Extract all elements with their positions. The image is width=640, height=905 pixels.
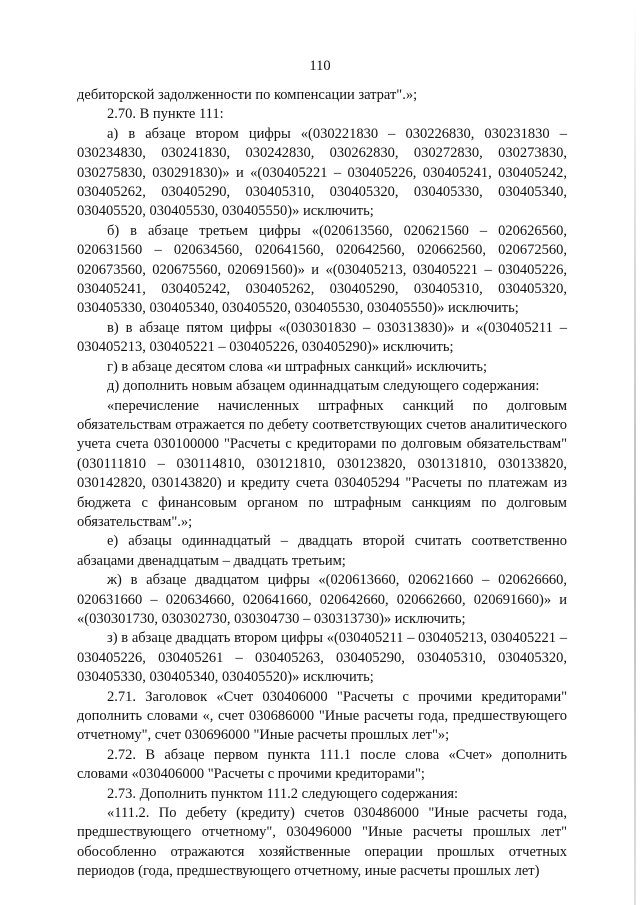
page-number: 110 [309,58,331,74]
paragraph-item-zh: ж) в абзаце двадцатом цифры «(020613660, 020621660 – 020626660, 020631660 – 020634660, 020641660, 020642660, 020662660, 020691660)» и «(030301730, 030302730, 030304730 – 030313730)» исключить; [77,572,567,627]
document-body [77,86,567,882]
paragraph-continuation: дебиторской задолженности по компенсации затрат".»; [77,87,418,103]
scan-edge-line [634,0,636,905]
paragraph-item-z: з) в абзаце двадцать втором цифры «(030405211 – 030405213, 030405221 – 030405226, 030405261 – 030405263, 030405290, 030405310, 030405320, 030405330, 030405340, 030405520)» исключить; [77,630,567,686]
paragraph-111-2: «111.2. По дебету (кредиту) счетов 030486000 "Иные расчеты года, предшествующего отчетному", 030496000 "Иные расчеты прошлых лет" обособленно отражаются хозяйственные операции прошлых отчетных периодов (года, предшествующего отчетному, иные расчеты прошлых лет) [77,805,567,880]
paragraph-item-d: д) дополнить новым абзацем одиннадцатым следующего содержания: [107,378,540,395]
paragraph-2-73: 2.73. Дополнить пунктом 111.2 следующего содержания: [107,785,459,802]
paragraph-2-71: 2.71. Заголовок «Счет 030406000 "Расчеты с прочими кредиторами" дополнить словами «, счет 030686000 "Иные расчеты года, предшествующего отчетному", счет 030696000 "Иные расчеты прошлых лет"»; [77,688,567,744]
paragraph-item-g: г) в абзаце десятом слова «и штрафных санкций» исключить; [107,358,488,375]
paragraph-item-e: е) абзацы одиннадцатый – двадцать второй считать соответственно абзацами двенадцатым – двадцать третьим; [77,533,567,569]
paragraph-2-72: 2.72. В абзаце первом пункта 111.1 после слова «Счет» дополнить словами «030406000 "Расчеты с прочими кредиторами"; [77,746,567,783]
paragraph-2-70: 2.70. В пункте 111: [107,106,224,123]
paragraph-quoted-text: «перечисление начисленных штрафных санкций по долговым обязательствам отражается по дебету соответствующих счетов аналитического учета счета 030100000 "Расчеты с кредиторами по долговым обязательствам" (030111810 – 030114810, 030121810, 030123820, 030131810, 030133820, 030142820, 030143820) и кредиту счета 030405294 "Расчеты по платежам из бюджета с финансовым органом по штрафным санкциям по долговым обязательствам".»; [77,397,567,530]
paragraph-item-v: в) в абзаце пятом цифры «(030301830 – 030313830)» и «(030405211 – 030405213, 030405221 – 030405226, 030405290)» исключить; [77,319,567,356]
paragraph-item-a: а) в абзаце втором цифры «(030221830 – 030226830, 030231830 – 030234830, 030241830, 030242830, 030262830, 030272830, 030273830, 030275830, 030291830)» и «(030405221 – 030405226, 030405241, 030405242, 030405262, 030405290, 030405310, 030405320, 030405330, 030405340, 030405520, 030405530, 030405550)» исключить; [77,125,567,220]
paragraph-item-b: б) в абзаце третьем цифры «(020613560, 020621560 – 020626560, 020631560 – 020634560, 020641560, 020642560, 020662560, 020672560, 020673560, 020675560, 020691560)» и «(030405213, 030405221 – 030405226, 030405241, 030405242, 030405262, 030405290, 030405310, 030405320, 030405330, 030405340, 030405520, 030405530, 030405550)» исключить; [77,222,567,317]
